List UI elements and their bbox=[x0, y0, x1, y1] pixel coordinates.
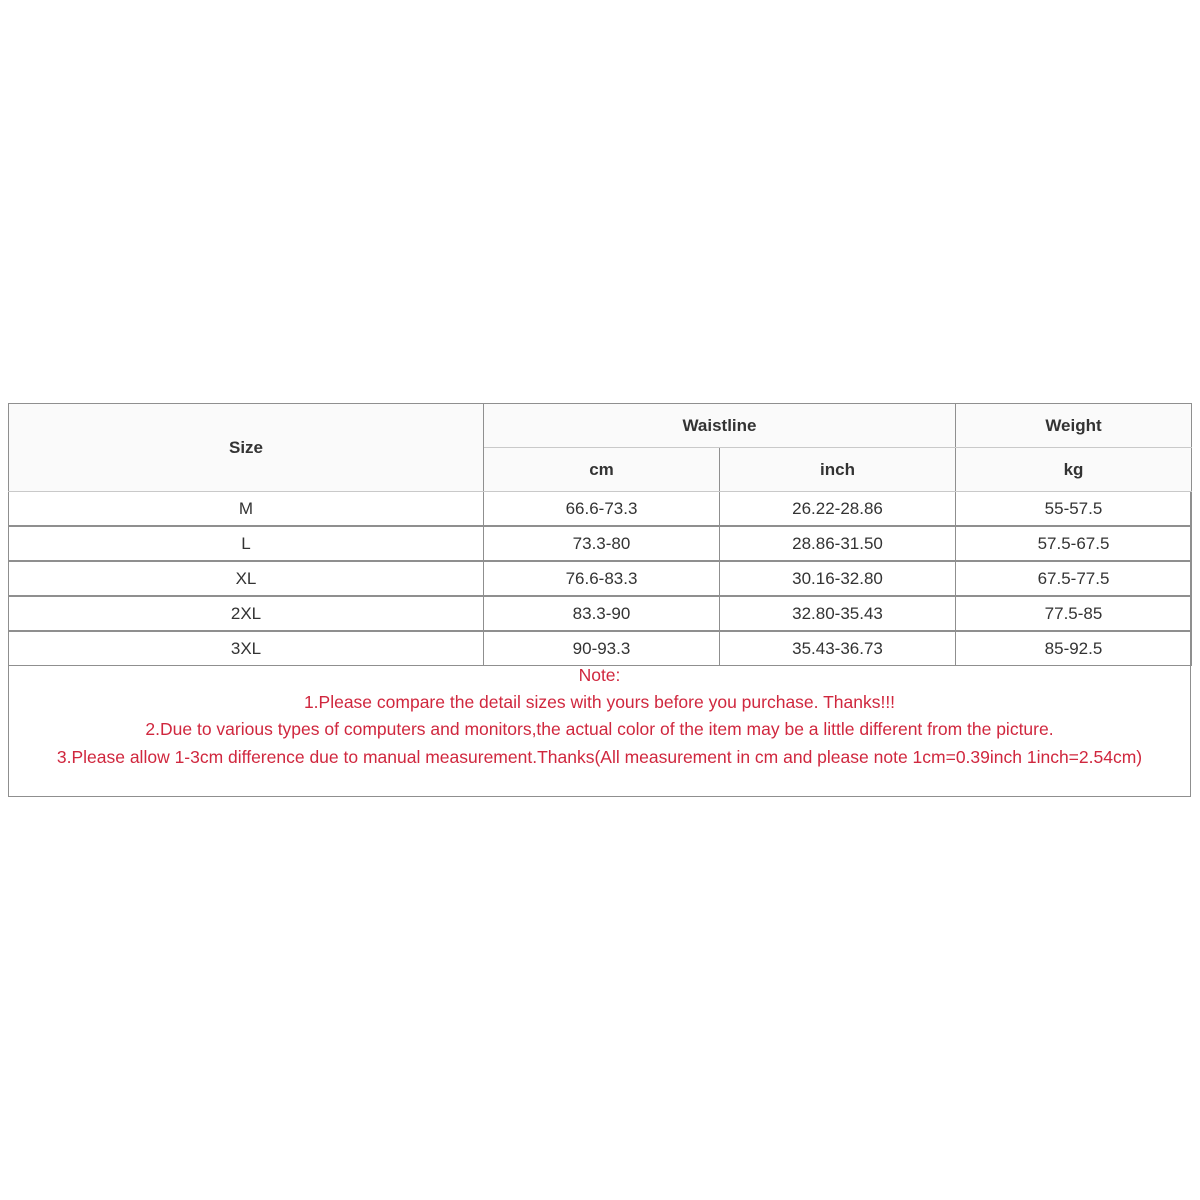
kg-cell: 57.5-67.5 bbox=[956, 526, 1192, 561]
cm-cell: 83.3-90 bbox=[484, 596, 720, 631]
kg-cell: 55-57.5 bbox=[956, 492, 1192, 527]
table-row bbox=[9, 492, 1192, 527]
size-chart bbox=[8, 403, 1191, 797]
size-cell: 2XL bbox=[9, 596, 484, 631]
table-row bbox=[9, 596, 1192, 631]
size-header: Size bbox=[9, 404, 484, 492]
kg-cell: 85-92.5 bbox=[956, 631, 1192, 666]
table-row bbox=[9, 561, 1192, 596]
kg-cell: 67.5-77.5 bbox=[956, 561, 1192, 596]
table-row bbox=[9, 526, 1192, 561]
header-row-groups bbox=[9, 404, 1192, 448]
inch-cell: 35.43-36.73 bbox=[720, 631, 956, 666]
size-cell: XL bbox=[9, 561, 484, 596]
size-cell: L bbox=[9, 526, 484, 561]
note-line-1: 1.Please compare the detail sizes with yours before you purchase. Thanks!!! bbox=[303, 692, 896, 713]
table-row bbox=[9, 631, 1192, 666]
kg-cell: 77.5-85 bbox=[956, 596, 1192, 631]
note-title: Note: bbox=[578, 665, 621, 685]
weight-header: Weight bbox=[956, 404, 1192, 448]
unit-cm-header: cm bbox=[484, 448, 720, 492]
notes-block bbox=[9, 662, 1190, 771]
size-cell: M bbox=[9, 492, 484, 527]
cm-cell: 90-93.3 bbox=[484, 631, 720, 666]
size-table bbox=[8, 403, 1192, 666]
cm-cell: 76.6-83.3 bbox=[484, 561, 720, 596]
unit-kg-header: kg bbox=[956, 448, 1192, 492]
unit-inch-header: inch bbox=[720, 448, 956, 492]
cm-cell: 73.3-80 bbox=[484, 526, 720, 561]
size-cell: 3XL bbox=[9, 631, 484, 666]
waistline-header: Waistline bbox=[484, 404, 956, 448]
inch-cell: 32.80-35.43 bbox=[720, 596, 956, 631]
note-line-2: 2.Due to various types of computers and monitors,the actual color of the item may be a little different from the picture. bbox=[145, 719, 1054, 740]
inch-cell: 28.86-31.50 bbox=[720, 526, 956, 561]
inch-cell: 26.22-28.86 bbox=[720, 492, 956, 527]
inch-cell: 30.16-32.80 bbox=[720, 561, 956, 596]
cm-cell: 66.6-73.3 bbox=[484, 492, 720, 527]
note-line-3: 3.Please allow 1-3cm difference due to manual measurement.Thanks(All measurement in cm and please note 1cm=0.39inch 1inch=2.54cm) bbox=[56, 746, 1143, 767]
